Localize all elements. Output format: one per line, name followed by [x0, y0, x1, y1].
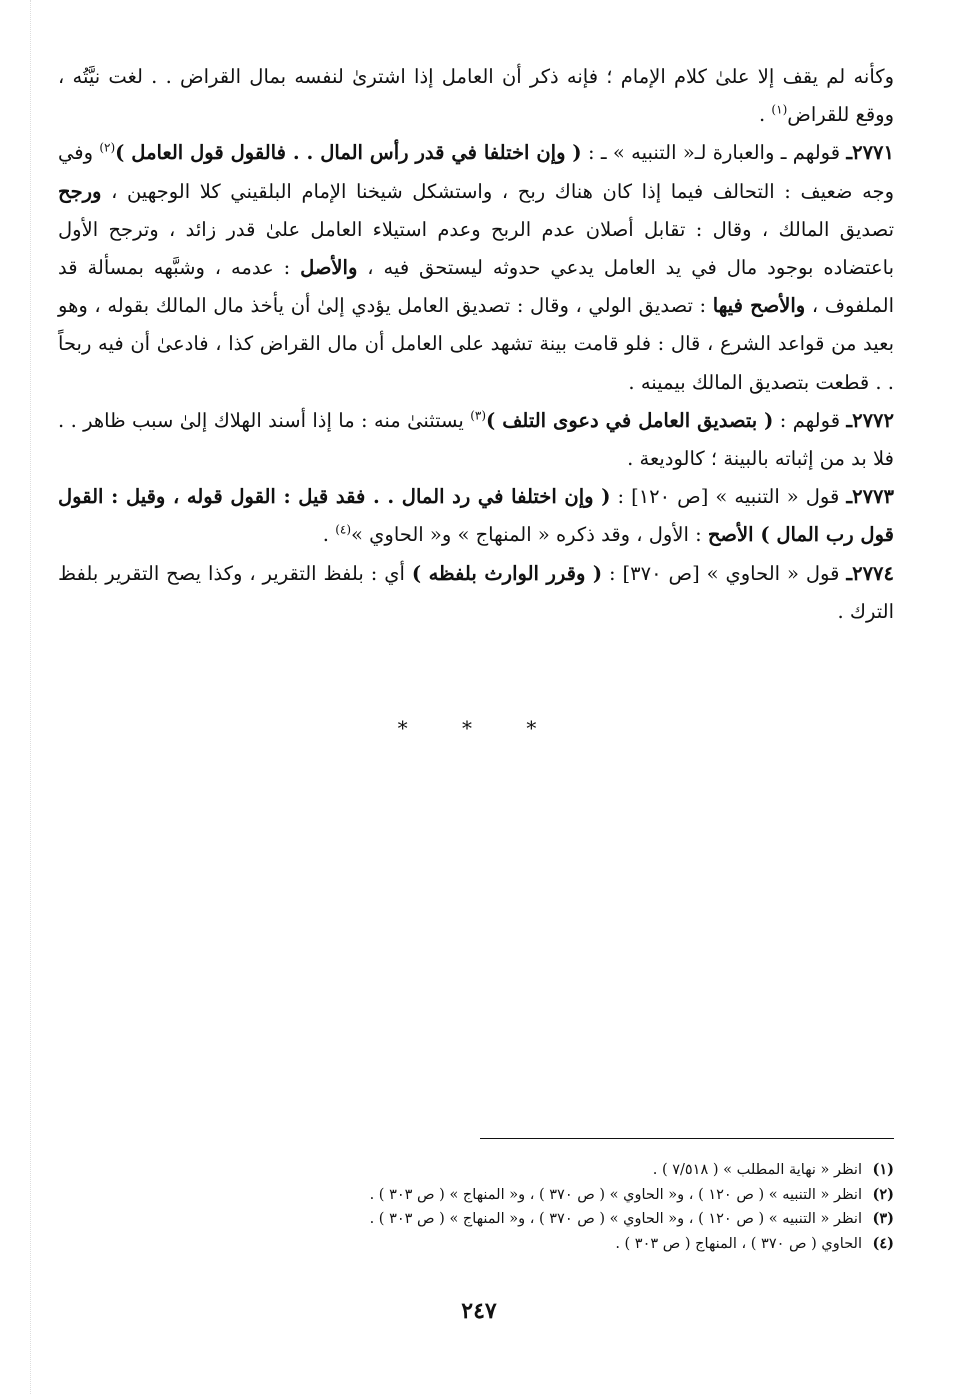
main-text — [58, 58, 894, 631]
issue-number: ٢٧٧٤ـ — [846, 561, 894, 585]
footnote-ref[interactable]: (٣) — [470, 408, 487, 423]
text-run: قول « الحاوي » [ص ٣٧٠] : — [602, 561, 847, 585]
text-run: قول « التنبيه » [ص ١٢٠] : — [610, 485, 847, 509]
footnote-3 — [200, 1207, 894, 1232]
footnote-2 — [200, 1183, 894, 1208]
paragraph-2774 — [58, 555, 894, 631]
footnote-number: (٤) — [872, 1234, 894, 1252]
footnote-ref[interactable]: (١) — [771, 102, 788, 117]
issue-number: ٢٧٧٢ـ — [846, 408, 895, 432]
paragraph-2773 — [58, 478, 894, 554]
text-run: أي : بلفظ التقرير ، وكذا يصح التقرير بلفظ الترك . — [58, 561, 894, 623]
text-run: وكأنه لم يقف إلا علىٰ كلام الإمام ؛ فإنه ذكر أن العامل إذا اشترىٰ لنفسه بمال القراض . . لغت نيَّتُه ، ووقع للقراض — [58, 65, 894, 127]
quoted-text: ( وإن اختلفا في رد المال . . فقد قيل : القول قوله ، وقيل : القول قول رب المال ) الأصح — [58, 485, 894, 547]
text-run: وفي وجه ضعيف : التحالف فيما إذا كان هناك ربح ، واستشكل شيخنا الإمام البلقيني كلا الوجهين ، — [58, 141, 894, 203]
section-separator: * * * — [397, 716, 561, 740]
text-run: : عدمه ، وشبَّهه بمسألة قد الملفوف ، — [58, 256, 894, 318]
footnote-ref[interactable]: (٤) — [335, 522, 352, 537]
issue-number: ٢٧٧٣ـ — [846, 485, 895, 509]
footnote-1 — [200, 1158, 894, 1183]
footnote-number: (١) — [872, 1161, 894, 1178]
footnote-ref[interactable]: (٢) — [99, 140, 116, 155]
paragraph-0 — [58, 58, 894, 134]
text-run: يستثنىٰ منه : ما إذا أسند الهلاك إلىٰ سبب ظاهر . . فلا بد من إثباته بالبينة ؛ كالوديعة . — [58, 408, 894, 471]
footnote-rule — [480, 1138, 894, 1139]
text-run: : الأول ، وقد ذكره « المنهاج » و« الحاوي » — [351, 523, 708, 547]
footnote-text: انظر « التنبيه » ( ص ١٢٠ ) ، و« الحاوي » ( ص ٣٧٠ ) ، و« المنهاج » ( ص ٣٠٣ ) . — [369, 1186, 862, 1203]
footnote-4 — [200, 1232, 894, 1257]
bold-term: والأصح فيها — [712, 294, 806, 318]
paragraph-2772 — [58, 402, 894, 478]
text-run: تصديق المالك ، وقال : تقابل أصلان عدم الربح وعدم استيلاء العامل علىٰ قدر زائد ، وترجح الأول باعتضاده بوجود مال في يد العامل يدعي حدوثه ليستحق فيه ، — [58, 217, 894, 280]
footnote-number: (٢) — [872, 1185, 894, 1203]
text-run: : تصديق الولي ، وقال : تصديق العامل يؤدي إلىٰ أن يأخذ مال المالك بقوله ، وهو بعيد من قواعد الشرع ، قال : فلو قامت بينة تشهد على العامل أن مال القراض كذا ، فادعىٰ أن فيه ربحاً . . قطعت بتصديق المالك بيمينه . — [58, 294, 894, 394]
page-number: ٢٤٧ — [461, 1298, 497, 1324]
paragraph-2771 — [58, 134, 894, 401]
footnotes — [200, 1158, 894, 1256]
footnote-text: انظر « نهاية المطلب » ( ٧/٥١٨ ) . — [652, 1162, 862, 1178]
page-edge — [30, 0, 31, 1394]
issue-number: ٢٧٧١ـ — [846, 141, 894, 165]
bold-term: والأصل — [300, 256, 358, 280]
text-run: . — [759, 103, 772, 127]
quoted-text: ( وإن اختلفا في قدر رأس المال . . فالقول قول العامل ) — [115, 141, 582, 165]
footnote-number: (٣) — [872, 1210, 894, 1227]
bold-term: ورجح — [58, 179, 102, 203]
text-run: قولهم : — [773, 408, 847, 432]
footnote-text: الحاوي ( ص ٣٧٠ ) ، المنهاج ( ص ٣٠٣ ) . — [615, 1235, 862, 1252]
quoted-text: ( بتصديق العامل في دعوى التلف ) — [486, 408, 774, 432]
footnote-text: انظر « التنبيه » ( ص ١٢٠ ) ، و« الحاوي » ( ص ٣٧٠ ) ، و« المنهاج » ( ص ٣٠٣ ) . — [369, 1211, 862, 1227]
text-run: . — [322, 523, 336, 547]
quoted-text: ( وقرر الوارث بلفظه ) — [411, 561, 603, 585]
text-run: قولهم ـ والعبارة لـ« التنبيه » ـ : — [581, 141, 847, 165]
